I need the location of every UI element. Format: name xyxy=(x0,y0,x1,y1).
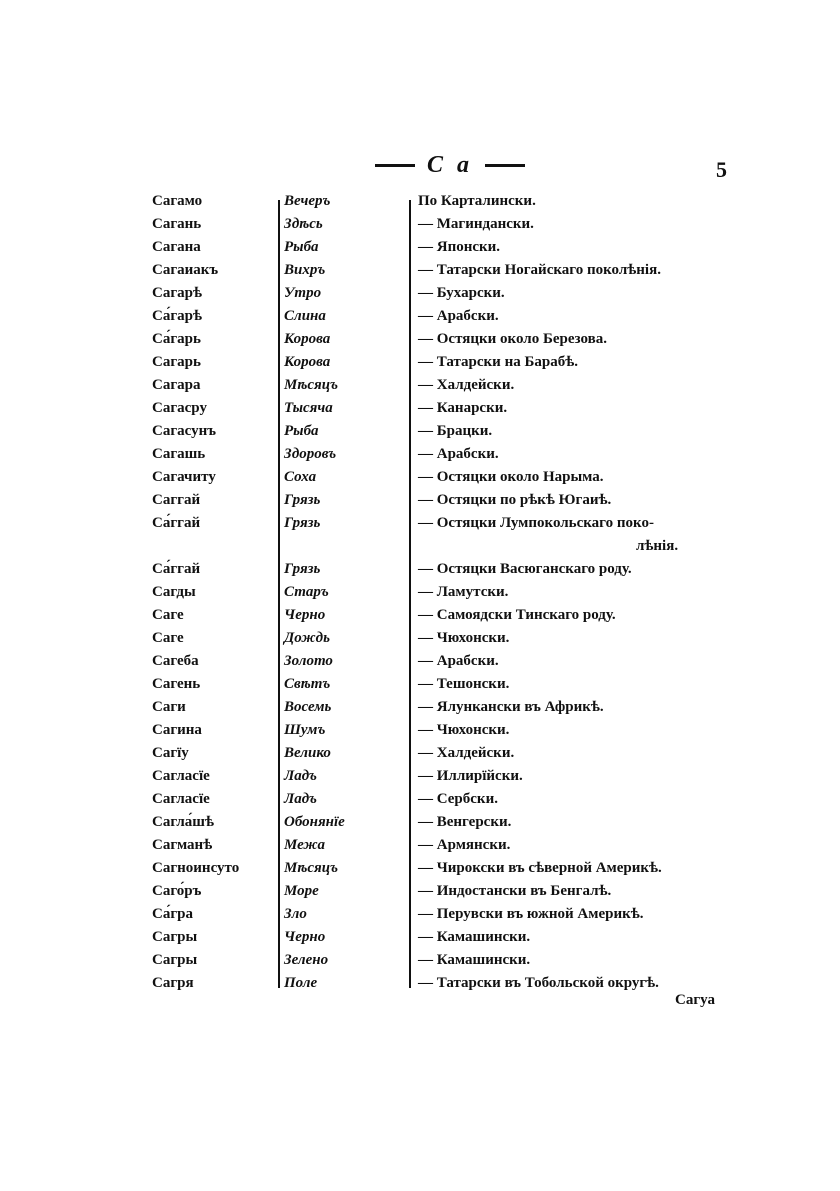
entry-word: Сагласїе xyxy=(152,768,210,784)
entry-language xyxy=(418,673,738,696)
entry-meaning: Черно xyxy=(284,607,326,623)
entry-language-text: — Халдейски. xyxy=(418,377,515,393)
entry-language-text: — Чирокски въ сѣверной Америкѣ. xyxy=(418,860,662,876)
entry-language xyxy=(418,880,738,903)
entry-word: Са́ггай xyxy=(152,515,201,531)
entry-language-text: — Индостански въ Бенгалѣ. xyxy=(418,883,612,899)
dictionary-entry xyxy=(0,949,840,972)
dictionary-entry xyxy=(0,512,840,558)
entry-language xyxy=(418,926,738,949)
entry-language xyxy=(418,949,738,972)
dictionary-entry xyxy=(0,420,840,443)
entry-meaning: Межа xyxy=(284,837,325,853)
entry-language xyxy=(418,351,738,374)
entry-meaning: Море xyxy=(284,883,319,899)
entry-language-text: — Магиндански. xyxy=(418,216,534,232)
entry-meaning: Вихръ xyxy=(284,262,326,278)
entry-language xyxy=(418,581,738,604)
entry-language xyxy=(418,765,738,788)
entry-language-text: — Венгерски. xyxy=(418,814,512,830)
dictionary-entry xyxy=(0,696,840,719)
entry-language-text: — Остяцки Лумпокольскаго поко- xyxy=(418,515,654,531)
entry-language xyxy=(418,719,738,742)
dictionary-entry xyxy=(0,604,840,627)
entry-meaning: Обонянїе xyxy=(284,814,345,830)
entry-language-text: — Татарски Ногайскаго поколѣнія. xyxy=(418,262,661,278)
dictionary-entry xyxy=(0,328,840,351)
dictionary-entry xyxy=(0,466,840,489)
entry-word: Сагры xyxy=(152,952,198,968)
entry-meaning: Соха xyxy=(284,469,317,485)
dictionary-entry xyxy=(0,811,840,834)
dictionary-entry xyxy=(0,374,840,397)
entry-language xyxy=(418,466,738,489)
dictionary-entry xyxy=(0,719,840,742)
entry-language-text: — Ялункански въ Африкѣ. xyxy=(418,699,604,715)
catchword: Сагуа xyxy=(675,992,715,1008)
dictionary-entry xyxy=(0,673,840,696)
entry-meaning: Вечеръ xyxy=(284,193,331,209)
entry-language xyxy=(418,834,738,857)
entry-word: Сагры xyxy=(152,929,198,945)
entry-word: Сагашь xyxy=(152,446,206,462)
entry-meaning: Рыба xyxy=(284,423,319,439)
entry-meaning: Корова xyxy=(284,354,331,370)
dictionary-entry xyxy=(0,834,840,857)
entry-word: Сагамо xyxy=(152,193,203,209)
entry-language-text: — Камашински. xyxy=(418,952,531,968)
entry-language-text: — Татарски въ Тобольской округѣ. xyxy=(418,975,659,991)
entry-word: Сагина xyxy=(152,722,202,738)
entry-word: Сагарь xyxy=(152,354,201,370)
entry-meaning: Поле xyxy=(284,975,318,991)
entry-language-text: — Бухарски. xyxy=(418,285,505,301)
entry-word: Сагря xyxy=(152,975,194,991)
entry-word: Саггай xyxy=(152,492,201,508)
entry-meaning: Слина xyxy=(284,308,326,324)
entry-language-text: — Сербски. xyxy=(418,791,498,807)
entry-meaning: Здѣсь xyxy=(284,216,323,232)
entry-language xyxy=(418,604,738,627)
entry-language xyxy=(418,374,738,397)
entry-language-text: — Халдейски. xyxy=(418,745,515,761)
entry-language xyxy=(418,420,738,443)
entry-language-text: — Японски. xyxy=(418,239,501,255)
entry-language xyxy=(418,190,738,213)
entry-language-text: — Чюхонски. xyxy=(418,722,510,738)
dictionary-entry xyxy=(0,259,840,282)
entry-language xyxy=(418,397,738,420)
entry-language-text: — Тешонски. xyxy=(418,676,510,692)
entry-meaning: Мѣсяцъ xyxy=(284,377,338,393)
entry-meaning: Тысяча xyxy=(284,400,333,416)
entry-language xyxy=(418,259,738,282)
entry-meaning: Грязь xyxy=(284,492,321,508)
entry-meaning: Рыба xyxy=(284,239,319,255)
dictionary-entry xyxy=(0,581,840,604)
entry-meaning: Старъ xyxy=(284,584,329,600)
entry-meaning: Ладъ xyxy=(284,768,317,784)
entry-meaning: Восемь xyxy=(284,699,332,715)
entry-meaning: Мѣсяцъ xyxy=(284,860,338,876)
entry-language-text: — Перувски въ южной Америкѣ. xyxy=(418,906,644,922)
dictionary-entry xyxy=(0,443,840,466)
entry-meaning: Грязь xyxy=(284,561,321,577)
entry-word: Сагла́шѣ xyxy=(152,814,214,830)
dictionary-entry xyxy=(0,903,840,926)
header-rule-left xyxy=(375,164,415,167)
dictionary-entry xyxy=(0,627,840,650)
dictionary-entry xyxy=(0,305,840,328)
entry-language xyxy=(418,282,738,305)
entry-meaning: Утро xyxy=(284,285,322,301)
entry-word: Сагара xyxy=(152,377,201,393)
entry-language-text: — Татарски на Барабѣ. xyxy=(418,354,578,370)
entry-language xyxy=(418,857,738,880)
entry-meaning: Черно xyxy=(284,929,326,945)
entry-word: Са́гарѣ xyxy=(152,308,202,324)
entry-meaning: Ладъ xyxy=(284,791,317,807)
entry-language-text: — Канарски. xyxy=(418,400,508,416)
dictionary-entry xyxy=(0,742,840,765)
entry-language xyxy=(418,213,738,236)
entry-word: Сагаиакъ xyxy=(152,262,219,278)
dictionary-entry xyxy=(0,236,840,259)
entry-language-text: — Арабски. xyxy=(418,653,499,669)
entry-word: Сагды xyxy=(152,584,196,600)
dictionary-entry xyxy=(0,213,840,236)
entry-language-text: — Остяцки Васюганскаго роду. xyxy=(418,561,632,577)
entry-language-text: — Чюхонски. xyxy=(418,630,510,646)
entry-word: Саге xyxy=(152,630,184,646)
entry-meaning: Свѣтъ xyxy=(284,676,331,692)
entry-language-text: По Карталински. xyxy=(418,193,536,209)
entry-language xyxy=(418,903,738,926)
entry-word: Сагїу xyxy=(152,745,189,761)
entry-word: Сагарѣ xyxy=(152,285,202,301)
entry-word: Са́гарь xyxy=(152,331,201,347)
entry-language-text: — Остяцки около Нарыма. xyxy=(418,469,604,485)
entry-meaning: Зелено xyxy=(284,952,329,968)
entry-language xyxy=(418,627,738,650)
dictionary-entry xyxy=(0,282,840,305)
entry-word: Сагасунъ xyxy=(152,423,216,439)
entry-word: Сагманѣ xyxy=(152,837,213,853)
entry-language xyxy=(418,489,738,512)
entry-word: Сагана xyxy=(152,239,201,255)
dictionary-entry xyxy=(0,397,840,420)
entry-language-text: — Брацки. xyxy=(418,423,493,439)
entry-meaning: Шумъ xyxy=(284,722,326,738)
entry-language-text: — Арабски. xyxy=(418,308,499,324)
entry-language-text: — Ламутски. xyxy=(418,584,509,600)
entry-word: Сагласїе xyxy=(152,791,210,807)
entry-meaning: Грязь xyxy=(284,515,321,531)
entry-language xyxy=(418,512,738,558)
entry-language-text: — Остяцки по рѣкѣ Югаиѣ. xyxy=(418,492,612,508)
entry-word: Саго́ръ xyxy=(152,883,202,899)
entry-language-text: — Остяцки около Березова. xyxy=(418,331,607,347)
entry-language xyxy=(418,696,738,719)
entry-language xyxy=(418,650,738,673)
entry-language-continuation: лѣнія. xyxy=(636,538,679,554)
entry-word: Сагень xyxy=(152,676,201,692)
dictionary-entry xyxy=(0,765,840,788)
entry-language xyxy=(418,443,738,466)
dictionary-entry xyxy=(0,351,840,374)
entry-word: Сагачиту xyxy=(152,469,216,485)
entry-meaning: Золото xyxy=(284,653,333,669)
page-number: 5 xyxy=(716,157,727,182)
entry-language-text: — Иллирїйски. xyxy=(418,768,523,784)
entry-language xyxy=(418,788,738,811)
entry-word: Са́ггай xyxy=(152,561,201,577)
entry-language-text: — Армянски. xyxy=(418,837,511,853)
entry-word: Сагноинсуто xyxy=(152,860,240,876)
dictionary-entry xyxy=(0,190,840,213)
dictionary-entry xyxy=(0,880,840,903)
dictionary-entries xyxy=(0,190,840,995)
entry-meaning: Зло xyxy=(284,906,307,922)
dictionary-entry xyxy=(0,857,840,880)
entry-meaning: Здоровъ xyxy=(284,446,337,462)
entry-word: Саги xyxy=(152,699,186,715)
entry-language-text: — Арабски. xyxy=(418,446,499,462)
entry-language-text: — Самоядски Тинскаго роду. xyxy=(418,607,616,623)
entry-language xyxy=(418,742,738,765)
entry-word: Сагеба xyxy=(152,653,199,669)
entry-meaning: Дождь xyxy=(284,630,330,646)
entry-language xyxy=(418,305,738,328)
entry-word: Саге xyxy=(152,607,184,623)
entry-word: Сагань xyxy=(152,216,202,232)
dictionary-entry xyxy=(0,489,840,512)
entry-meaning: Корова xyxy=(284,331,331,347)
header-rule-right xyxy=(485,164,525,167)
header-title: С а xyxy=(426,152,473,178)
dictionary-entry xyxy=(0,788,840,811)
entry-meaning: Велико xyxy=(284,745,331,761)
entry-language xyxy=(418,811,738,834)
dictionary-entry xyxy=(0,926,840,949)
entry-language xyxy=(418,558,738,581)
dictionary-entry xyxy=(0,558,840,581)
entry-word: Са́гра xyxy=(152,906,193,922)
entry-language-text: — Камашински. xyxy=(418,929,531,945)
entry-word: Сагасру xyxy=(152,400,207,416)
dictionary-entry xyxy=(0,650,840,673)
entry-language xyxy=(418,328,738,351)
entry-language xyxy=(418,236,738,259)
running-header xyxy=(360,152,540,179)
